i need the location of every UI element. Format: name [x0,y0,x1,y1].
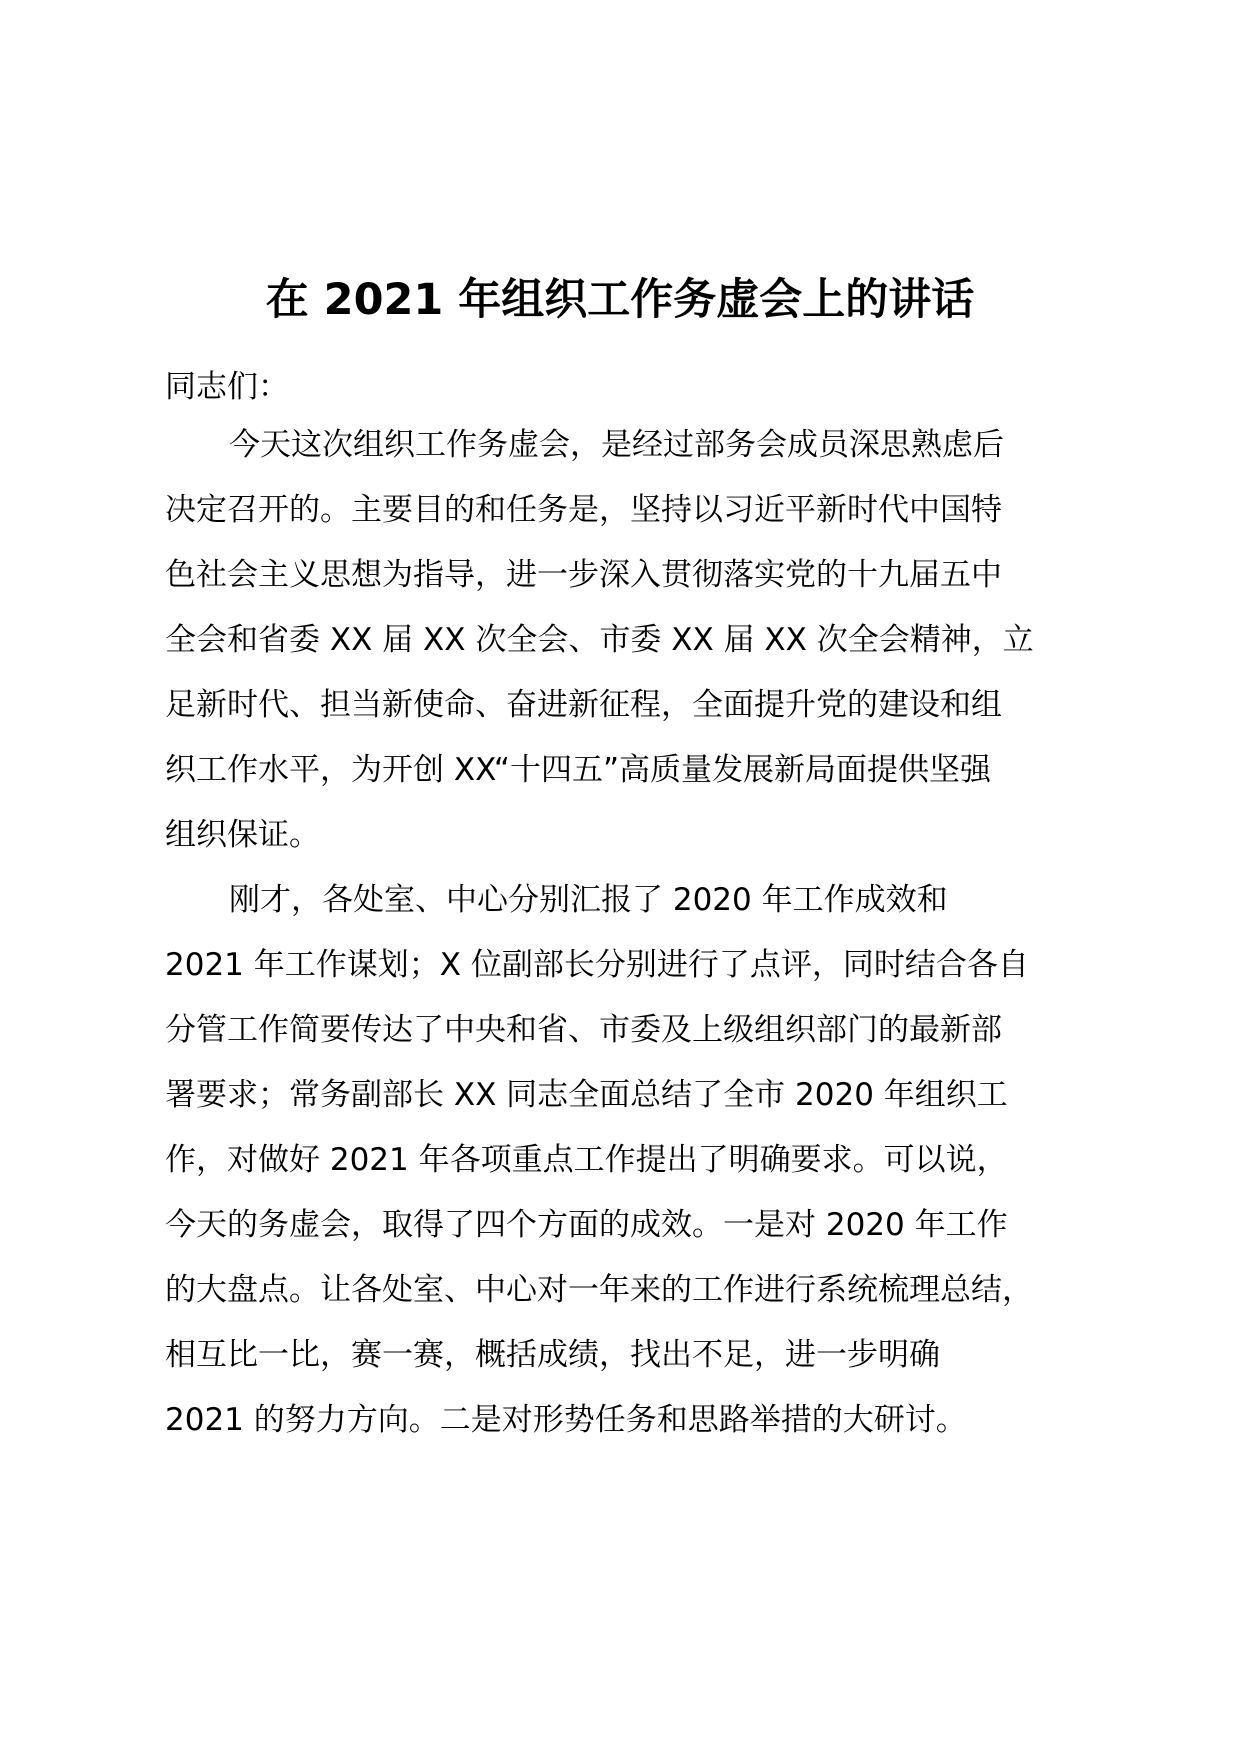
paragraph-line: 今天这次组织工作务虚会，是经过部务会成员深思熟虑后 [229,427,1004,463]
paragraph-line: 相互比一比，赛一赛，概括成绩，找出不足，进一步明确 [165,1337,940,1373]
paragraph-line: 作，对做好 2021 年各项重点工作提出了明确要求。可以说， [165,1142,1008,1178]
paragraph-line: 2021 年工作谋划；X 位副部长分别进行了点评，同时结合各自 [165,947,1029,983]
paragraph-line: 足新时代、担当新使命、奋进新征程，全面提升党的建设和组 [165,687,1002,723]
paragraph-line: 全会和省委 XX 届 XX 次全会、市委 XX 届 XX 次全会精神，立 [165,622,1034,658]
paragraph-line: 织工作水平，为开创 XX“十四五”高质量发展新局面提供坚强 [165,752,992,788]
paragraph-2 [165,868,1085,1453]
paragraph-line: 色社会主义思想为指导，进一步深入贯彻落实党的十九届五中 [165,557,1002,593]
paragraph-1 [165,413,1085,868]
paragraph-line: 署要求；常务副部长 XX 同志全面总结了全市 2020 年组织工 [165,1077,1008,1113]
paragraph-line: 2021 的努力方向。二是对形势任务和思路举措的大研讨。 [165,1402,967,1438]
paragraph-line: 组织保证。 [165,817,320,853]
paragraph-line: 今天的务虚会，取得了四个方面的成效。一是对 2020 年工作 [165,1207,1008,1243]
salutation: 同志们： [165,369,289,405]
salutation-block [165,355,1085,420]
paragraph-line: 的大盘点。让各处室、中心对一年来的工作进行系统梳理总结， [165,1272,1033,1308]
paragraph-line: 刚才，各处室、中心分别汇报了 2020 年工作成效和 [229,882,948,918]
paragraph-line: 分管工作简要传达了中央和省、市委及上级组织部门的最新部 [165,1012,1002,1048]
paragraph-line: 决定召开的。主要目的和任务是，坚持以习近平新时代中国特 [165,492,1002,528]
document-title: 在 2021 年组织工作务虚会上的讲话 [265,275,975,325]
